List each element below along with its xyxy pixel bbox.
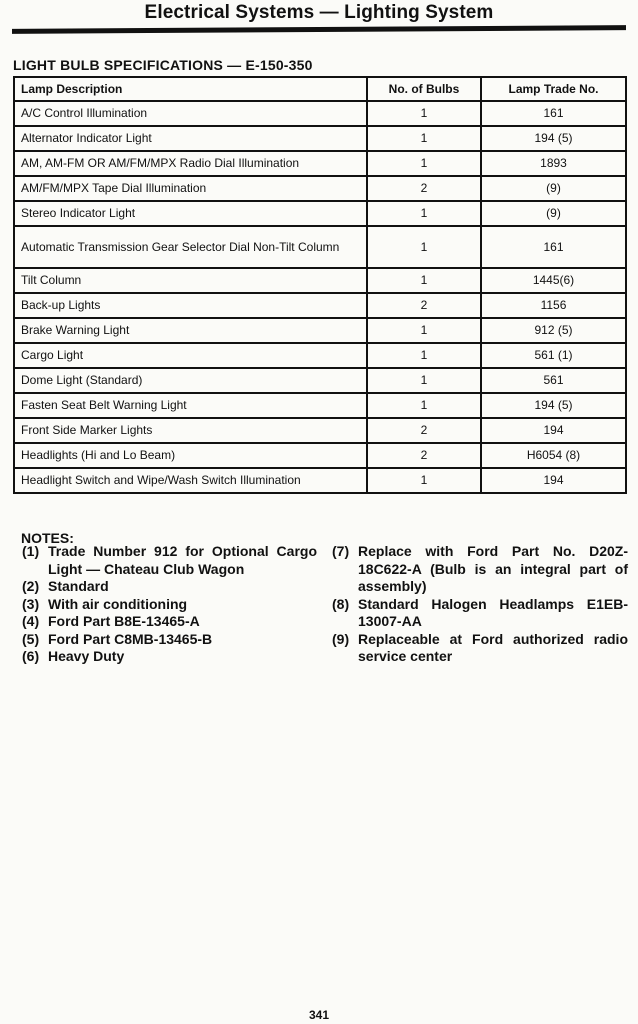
cell-lamp-description: Fasten Seat Belt Warning Light xyxy=(14,393,367,418)
cell-no-of-bulbs: 1 xyxy=(367,201,481,226)
note-number: (5) xyxy=(22,630,40,647)
notes-left-column xyxy=(22,543,317,666)
page-number: 341 xyxy=(308,1008,330,1022)
cell-lamp-description: Headlights (Hi and Lo Beam) xyxy=(14,443,367,468)
note-text: Ford Part B8E-13465-A xyxy=(48,613,200,629)
note-number: (6) xyxy=(22,648,40,664)
table-row xyxy=(14,343,626,368)
cell-lamp-trade-no: 912 (5) xyxy=(481,318,626,343)
cell-no-of-bulbs: 1 xyxy=(367,268,481,293)
notes-right-column xyxy=(332,543,628,666)
cell-lamp-trade-no: 194 (5) xyxy=(481,126,626,151)
table-row xyxy=(14,393,626,418)
note-item xyxy=(22,596,317,614)
note-item xyxy=(22,648,317,666)
table-row xyxy=(14,101,626,126)
cell-lamp-trade-no: 194 (5) xyxy=(481,393,626,418)
cell-lamp-trade-no: 194 xyxy=(481,468,626,493)
note-item xyxy=(22,613,317,631)
cell-no-of-bulbs: 2 xyxy=(367,443,481,468)
note-number: (1) xyxy=(22,543,40,559)
note-text: Replace with Ford Part No. D20Z-18C622-A (Bulb is an integral part of assembly) xyxy=(358,543,628,594)
cell-lamp-description: A/C Control Illumination xyxy=(14,101,367,126)
table-row xyxy=(14,368,626,393)
note-item xyxy=(332,543,628,596)
cell-no-of-bulbs: 1 xyxy=(367,101,481,126)
cell-lamp-trade-no: 1156 xyxy=(481,293,626,318)
note-item xyxy=(332,631,628,666)
note-item xyxy=(22,543,317,578)
cell-lamp-trade-no: 1445(6) xyxy=(481,268,626,293)
section-title: LIGHT BULB SPECIFICATIONS — E-150-350 xyxy=(13,57,313,73)
cell-no-of-bulbs: 2 xyxy=(367,176,481,201)
note-item xyxy=(22,578,317,596)
note-text: Replaceable at Ford authorized radio service center xyxy=(358,630,628,664)
header-lamp-description: Lamp Description xyxy=(14,77,367,101)
header-rule xyxy=(12,25,626,34)
cell-lamp-description: Front Side Marker Lights xyxy=(14,418,367,443)
note-number: (7) xyxy=(332,543,350,559)
cell-lamp-description: Dome Light (Standard) xyxy=(14,368,367,393)
cell-lamp-description: AM, AM-FM OR AM/FM/MPX Radio Dial Illumination xyxy=(14,151,367,176)
table-row xyxy=(14,443,626,468)
note-number: (9) xyxy=(332,630,350,647)
table-row xyxy=(14,293,626,318)
cell-no-of-bulbs: 1 xyxy=(367,393,481,418)
cell-lamp-trade-no: 1893 xyxy=(481,151,626,176)
header-no-of-bulbs: No. of Bulbs xyxy=(367,77,481,101)
table-header-row xyxy=(14,77,626,101)
cell-no-of-bulbs: 1 xyxy=(367,318,481,343)
cell-lamp-description: Automatic Transmission Gear Selector Dial Non-Tilt Column xyxy=(14,226,367,268)
cell-no-of-bulbs: 2 xyxy=(367,418,481,443)
cell-lamp-trade-no: 161 xyxy=(481,226,626,268)
bulb-spec-table xyxy=(13,76,627,494)
cell-lamp-description: Tilt Column xyxy=(14,268,367,293)
note-text: Standard Halogen Headlamps E1EB-13007-AA xyxy=(358,595,628,629)
note-text: Ford Part C8MB-13465-B xyxy=(48,630,213,647)
table-row xyxy=(14,151,626,176)
note-number: (2) xyxy=(22,578,40,594)
note-item xyxy=(22,631,317,649)
note-number: (8) xyxy=(332,595,350,612)
page-header-title: Electrical Systems — Lighting System xyxy=(144,2,494,23)
table-row xyxy=(14,268,626,293)
cell-lamp-trade-no: 161 xyxy=(481,101,626,126)
table-row xyxy=(14,201,626,226)
cell-no-of-bulbs: 1 xyxy=(367,343,481,368)
table-body xyxy=(14,101,626,493)
cell-lamp-trade-no: (9) xyxy=(481,176,626,201)
cell-no-of-bulbs: 1 xyxy=(367,226,481,268)
table-row xyxy=(14,226,626,268)
header-lamp-trade-no: Lamp Trade No. xyxy=(481,77,626,101)
note-text: Standard xyxy=(48,578,109,594)
cell-lamp-trade-no: H6054 (8) xyxy=(481,443,626,468)
cell-lamp-description: Cargo Light xyxy=(14,343,367,368)
note-item xyxy=(332,596,628,631)
cell-no-of-bulbs: 1 xyxy=(367,468,481,493)
cell-no-of-bulbs: 1 xyxy=(367,368,481,393)
notes-label: NOTES: xyxy=(21,530,74,546)
cell-lamp-description: AM/FM/MPX Tape Dial Illumination xyxy=(14,176,367,201)
table-row xyxy=(14,176,626,201)
note-text: Trade Number 912 for Optional Cargo Light — Chateau Club Wagon xyxy=(48,543,317,577)
cell-no-of-bulbs: 1 xyxy=(367,151,481,176)
cell-lamp-trade-no: (9) xyxy=(481,201,626,226)
table-row xyxy=(14,318,626,343)
table-row xyxy=(14,418,626,443)
note-number: (3) xyxy=(22,595,40,612)
cell-lamp-trade-no: 561 xyxy=(481,368,626,393)
note-number: (4) xyxy=(22,613,40,629)
cell-lamp-description: Stereo Indicator Light xyxy=(14,201,367,226)
cell-no-of-bulbs: 1 xyxy=(367,126,481,151)
note-text: With air conditioning xyxy=(48,595,188,612)
cell-lamp-trade-no: 561 (1) xyxy=(481,343,626,368)
cell-no-of-bulbs: 2 xyxy=(367,293,481,318)
cell-lamp-description: Headlight Switch and Wipe/Wash Switch Illumination xyxy=(14,468,367,493)
note-text: Heavy Duty xyxy=(48,648,125,664)
table-row xyxy=(14,468,626,493)
cell-lamp-description: Back-up Lights xyxy=(14,293,367,318)
cell-lamp-trade-no: 194 xyxy=(481,418,626,443)
cell-lamp-description: Alternator Indicator Light xyxy=(14,126,367,151)
table-row xyxy=(14,126,626,151)
cell-lamp-description: Brake Warning Light xyxy=(14,318,367,343)
